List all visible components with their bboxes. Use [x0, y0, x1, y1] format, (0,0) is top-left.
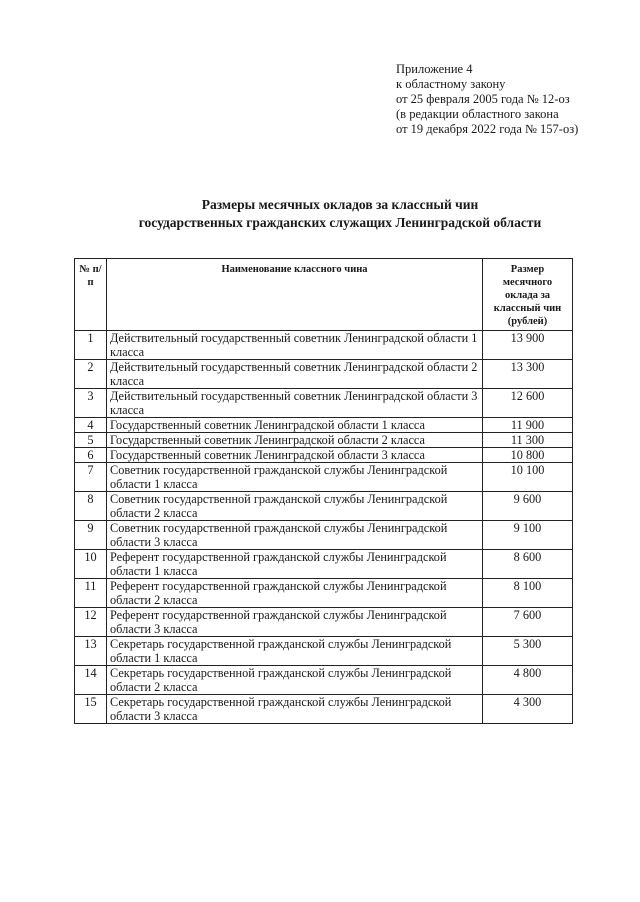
row-number: 3: [75, 389, 107, 418]
row-number: 12: [75, 608, 107, 637]
row-grade-name: Государственный советник Ленинградской области 3 класса: [107, 448, 483, 463]
table-row: [75, 433, 573, 448]
appendix-header: [396, 62, 616, 137]
row-grade-name: Секретарь государственной гражданской службы Ленинградской области 3 класса: [107, 695, 483, 724]
table-row: [75, 448, 573, 463]
appendix-line: к областному закону: [396, 77, 506, 91]
row-grade-name: Действительный государственный советник Ленинградской области 1 класса: [107, 331, 483, 360]
row-number: 8: [75, 492, 107, 521]
header-number: № п/п: [75, 259, 107, 331]
table-row: [75, 492, 573, 521]
row-salary: 8 100: [483, 579, 573, 608]
title-line: Размеры месячных окладов за классный чин: [201, 197, 479, 212]
appendix-line: Приложение 4: [396, 62, 473, 76]
row-grade-name: Государственный советник Ленинградской области 2 класса: [107, 433, 483, 448]
row-salary: 9 600: [483, 492, 573, 521]
row-salary: 11 300: [483, 433, 573, 448]
header-salary: Размер месячного оклада за классный чин (рублей): [483, 259, 573, 331]
row-salary: 10 100: [483, 463, 573, 492]
row-grade-name: Государственный советник Ленинградской области 1 класса: [107, 418, 483, 433]
row-number: 4: [75, 418, 107, 433]
table-row: [75, 331, 573, 360]
table-header-row: [75, 259, 573, 331]
row-salary: 4 300: [483, 695, 573, 724]
row-grade-name: Референт государственной гражданской службы Ленинградской области 3 класса: [107, 608, 483, 637]
row-salary: 13 900: [483, 331, 573, 360]
row-grade-name: Советник государственной гражданской службы Ленинградской области 2 класса: [107, 492, 483, 521]
table-row: [75, 418, 573, 433]
table-row: [75, 463, 573, 492]
row-salary: 10 800: [483, 448, 573, 463]
header-grade-name: Наименование классного чина: [107, 259, 483, 331]
row-salary: 4 800: [483, 666, 573, 695]
table-row: [75, 608, 573, 637]
table-row: [75, 360, 573, 389]
table-row: [75, 637, 573, 666]
row-number: 15: [75, 695, 107, 724]
title-line: государственных гражданских служащих Ленинградской области: [138, 215, 542, 230]
row-grade-name: Секретарь государственной гражданской службы Ленинградской области 2 класса: [107, 666, 483, 695]
row-salary: 12 600: [483, 389, 573, 418]
row-grade-name: Референт государственной гражданской службы Ленинградской области 1 класса: [107, 550, 483, 579]
row-grade-name: Секретарь государственной гражданской службы Ленинградской области 1 класса: [107, 637, 483, 666]
row-grade-name: Советник государственной гражданской службы Ленинградской области 1 класса: [107, 463, 483, 492]
row-number: 13: [75, 637, 107, 666]
row-salary: 13 300: [483, 360, 573, 389]
row-number: 6: [75, 448, 107, 463]
salary-table: [74, 258, 573, 724]
row-number: 14: [75, 666, 107, 695]
row-grade-name: Референт государственной гражданской службы Ленинградской области 2 класса: [107, 579, 483, 608]
table-row: [75, 550, 573, 579]
row-salary: 7 600: [483, 608, 573, 637]
row-grade-name: Действительный государственный советник Ленинградской области 2 класса: [107, 360, 483, 389]
row-number: 5: [75, 433, 107, 448]
row-number: 9: [75, 521, 107, 550]
table-row: [75, 666, 573, 695]
row-number: 1: [75, 331, 107, 360]
row-salary: 8 600: [483, 550, 573, 579]
row-number: 7: [75, 463, 107, 492]
row-number: 2: [75, 360, 107, 389]
appendix-line: от 19 декабря 2022 года № 157-оз): [396, 122, 579, 136]
row-grade-name: Советник государственной гражданской службы Ленинградской области 3 класса: [107, 521, 483, 550]
appendix-line: от 25 февраля 2005 года № 12-оз: [396, 92, 570, 106]
row-grade-name: Действительный государственный советник Ленинградской области 3 класса: [107, 389, 483, 418]
row-salary: 9 100: [483, 521, 573, 550]
row-number: 11: [75, 579, 107, 608]
row-salary: 5 300: [483, 637, 573, 666]
table-row: [75, 695, 573, 724]
table-row: [75, 389, 573, 418]
row-salary: 11 900: [483, 418, 573, 433]
document-title: [60, 196, 620, 232]
row-number: 10: [75, 550, 107, 579]
appendix-line: (в редакции областного закона: [396, 107, 559, 121]
table-row: [75, 579, 573, 608]
table-row: [75, 521, 573, 550]
